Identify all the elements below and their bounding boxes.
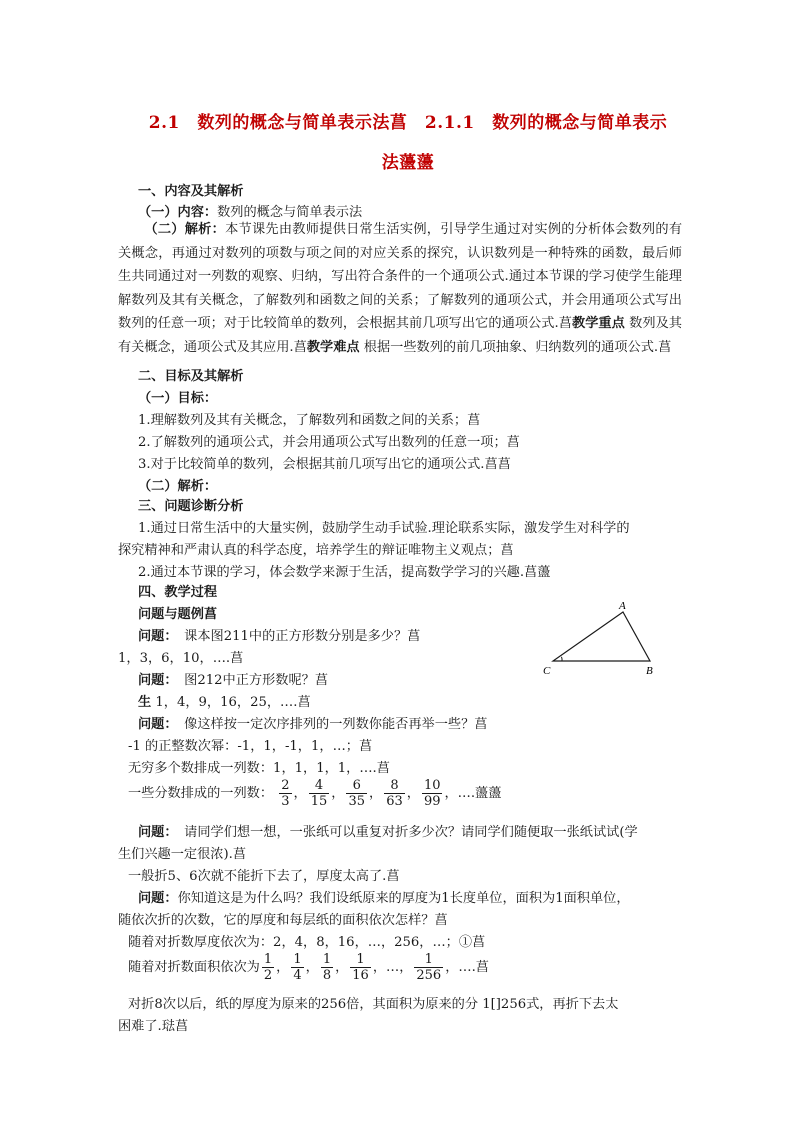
fraction (291, 952, 303, 983)
key-point-label: 教学重点 (571, 316, 625, 331)
denominator: 8 (322, 968, 332, 983)
conclusion-line2: 困难了.琺菖 (118, 1019, 189, 1034)
doc-title-line2: 法蘯蘯 (381, 153, 435, 173)
answer-2 (138, 692, 311, 714)
denominator: 4 (293, 968, 302, 983)
denominator: 35 (348, 794, 366, 809)
fraction (262, 952, 274, 983)
example-3: 一些分数排成的一列数： $\frac{2}{3}$ ， $\frac{4}{15}$ ， $\frac{6}{35}$ ， $\frac{8}{63}$ ， $\frac{10}{99}$ ，….蘯蘯 (128, 778, 502, 809)
goal-label: （一）目标： (138, 391, 218, 406)
answer-2-text: 1，4，9，16，25，….菖 (155, 695, 311, 710)
vertex-label-a: A (619, 600, 626, 612)
vertex-label-c: C (543, 665, 551, 677)
question-3-label: 问题： (138, 717, 171, 732)
question-1-label: 问题： (138, 629, 171, 644)
question-5-label: 问题： (138, 891, 178, 906)
problems-subheading: 问题与题例菖 (138, 607, 218, 622)
example-3-prefix: 一些分数排成的一列数： (128, 786, 274, 801)
triangle-shape (553, 612, 650, 661)
area-prefix: 随着对折数面积依次为 (128, 960, 260, 975)
analysis-paragraph (118, 218, 682, 359)
denominator: 2 (263, 968, 273, 983)
thickness-sequence: 随着对折数厚度依次为：2，4，8，16，…，256，…；①菖 (128, 935, 486, 950)
diagnosis-1-line1: 1.通过日常生活中的大量实例，鼓励学生动手试验.理论联系实际，激发学生对科学的 (138, 521, 630, 536)
numerator: 1 (322, 952, 332, 967)
question-3 (138, 714, 487, 736)
question-3-text: 像这样按一定次序排列的一列数你能否再举一些？菖 (184, 717, 488, 732)
answer-2-label: 生 (138, 695, 152, 710)
section3-heading: 三、问题诊断分析 (138, 499, 244, 514)
question-5-text: 你知道这是为什么吗？我们设纸原来的厚度为1长度单位，面积为1面积单位， (177, 891, 630, 906)
section1-heading: 一、内容及其解析 (138, 184, 244, 199)
fraction (384, 778, 405, 809)
analysis-text: 本节课先由教师提供日常生活实例，引导学生通过对实例的分析体会数列的有关概念，再通过对数列的项数与项之间的对应关系的探究，认识数列是一种特殊的函数，最后师生共同通过对一列数的观察、归纳，写出符合条件的一个通项公式.通过本节课的学习使学生能理解数列及其有关概念，了解数列和函数之间的关系；了解数列的通项公式，并会用通项公式写出数列的任意一项；对于比较简单的数列，会根据其前几项写出它的通项公式.菖 (118, 222, 683, 331)
question-4-line1 (138, 822, 638, 844)
section4-heading: 四、教学过程 (138, 585, 218, 600)
fraction (422, 778, 443, 809)
analysis-label: （二）解析： (144, 222, 226, 237)
question-5-line2: 随依次折的次数，它的厚度和每层纸的面积依次怎样？菖 (118, 913, 448, 928)
content-text: 数列的概念与简单表示法 (217, 205, 363, 220)
numerator: 6 (352, 778, 361, 793)
diagnosis-1-line2: 探究精神和严肃认真的科学态度，培养学生的辩证唯物主义观点；菖 (118, 543, 514, 558)
goal-1: 1.理解数列及其有关概念，了解数列和函数之间的关系；菖 (138, 413, 481, 428)
fraction (414, 952, 443, 983)
question-5-line1 (138, 888, 630, 910)
conclusion-line1: 对折8次以后，纸的厚度为原来的256倍，其面积为原来的分 1[]256式，再折下去太 (128, 997, 619, 1012)
question-1-text: 课本图211中的正方形数分别是多少？菖 (184, 629, 421, 644)
denominator: 256 (416, 968, 442, 983)
area-suffix: ，….菖 (445, 960, 489, 975)
question-4-label: 问题： (138, 825, 171, 840)
triangle-figure (538, 598, 668, 684)
numerator: 8 (390, 778, 399, 793)
vertex-label-b: B (646, 665, 653, 677)
numerator: 1 (424, 952, 433, 967)
fraction (321, 952, 333, 983)
denominator: 3 (281, 794, 290, 809)
key-point-text: 数列及其有关概念，通项公式及其应用.菖 (118, 316, 682, 355)
goal-3: 3.对于比较简单的数列，会根据其前几项写出它的通项公式.菖菖 (138, 457, 511, 472)
goal-2: 2.了解数列的通项公式，并会用通项公式写出数列的任意一项；菖 (138, 435, 520, 450)
numerator: 1 (293, 952, 302, 967)
numerator: 1 (263, 952, 273, 967)
question-1 (138, 626, 420, 648)
difficulty-text: 根据一些数列的前几项抽象、归纳数列的通项公式.菖 (363, 339, 672, 355)
denominator: 63 (386, 794, 403, 809)
question-2 (138, 670, 328, 692)
fraction (279, 778, 291, 809)
doc-title-line1: 2.1 数列的概念与简单表示法菖 2.1.1 数列的概念与简单表示 (148, 113, 668, 133)
question-2-label: 问题： (138, 673, 171, 688)
content-label: （一）内容： (138, 205, 218, 220)
area-sequence: 随着对折数面积依次为 $\frac{1}{2}$ ， $\frac{1}{4}$ ， $\frac{1}{8}$ ， $\frac{1}{16}$ ，…， $\frac{1}{256}$ ，….菖 (128, 952, 489, 983)
section2-heading: 二、目标及其解析 (138, 369, 244, 384)
numerator: 10 (423, 778, 441, 793)
example-3-suffix: ，….蘯蘯 (444, 786, 502, 801)
numerator: 4 (314, 778, 324, 793)
numerator: 1 (356, 952, 365, 967)
example-2: 无穷多个数排成一列数：1，1，1，1，….菖 (128, 761, 390, 776)
example-1: -1 的正整数次幂：-1，1，-1，1，…；菖 (128, 739, 373, 754)
answer-4: 一般折5、6次就不能折下去了，厚度太高了.菖 (128, 869, 400, 884)
question-2-text: 图212中正方形数呢？菖 (184, 673, 329, 688)
denominator: 99 (423, 794, 441, 809)
fraction (309, 778, 330, 809)
difficulty-label: 教学难点 (306, 339, 360, 355)
numerator: 2 (281, 778, 290, 793)
goal-analysis-label: （二）解析： (138, 479, 218, 494)
fraction (346, 778, 367, 809)
denominator: 16 (352, 968, 369, 983)
question-4-line2: 生们兴趣一定很浓).菖 (118, 847, 247, 862)
fraction (350, 952, 371, 983)
question-4-text: 请同学们想一想，一张纸可以重复对折多少次？请同学们随便取一张纸试试(学 (184, 825, 638, 840)
answer-1: 1，3，6，10，….菖 (118, 651, 244, 666)
diagnosis-2: 2.通过本节课的学习，体会数学来源于生活，提高数学学习的兴趣.菖蘯 (138, 565, 551, 580)
denominator: 15 (310, 794, 328, 809)
angle-arc (562, 657, 563, 661)
